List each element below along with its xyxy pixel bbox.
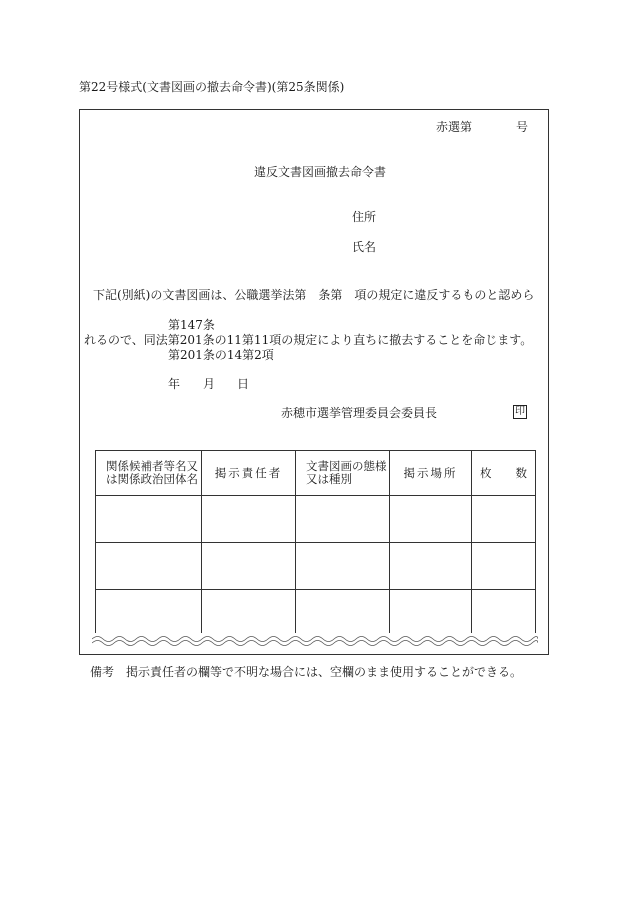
table-cell[interactable] bbox=[472, 590, 536, 637]
doc-number-prefix: 赤選第 bbox=[436, 120, 473, 134]
body-line-1: 下記(別紙)の文書図画は、公職選挙法第 条第 項の規定に違反するものと認めら bbox=[93, 288, 535, 302]
body-line-2: れるので、同法第201条の11第11項の規定により直ちに撤去することを命じます。 bbox=[84, 333, 533, 347]
table-cell[interactable] bbox=[390, 590, 472, 637]
remarks: 備考 掲示責任者の欄等で不明な場合には、空欄のまま使用することができる。 bbox=[90, 665, 523, 679]
doc-title: 違反文書図画撤去命令書 bbox=[254, 165, 387, 179]
table-cell[interactable] bbox=[472, 496, 536, 543]
table-cell[interactable] bbox=[202, 496, 296, 543]
table-cell[interactable] bbox=[296, 590, 390, 637]
alt-article-upper: 第147条 bbox=[168, 318, 215, 332]
table-cutoff-wave bbox=[92, 633, 538, 651]
issuer: 赤穂市選挙管理委員会委員長 bbox=[281, 406, 438, 420]
table-cell[interactable] bbox=[96, 543, 202, 590]
table-row bbox=[96, 590, 536, 637]
table-row bbox=[96, 496, 536, 543]
table-cell[interactable] bbox=[296, 543, 390, 590]
table-cell[interactable] bbox=[472, 543, 536, 590]
table-cell[interactable] bbox=[296, 496, 390, 543]
header-document-type: 文書図画の態様又は種別 bbox=[296, 451, 390, 496]
form-title: 第22号様式(文書図画の撤去命令書)(第25条関係) bbox=[79, 80, 345, 94]
date-day: 日 bbox=[237, 377, 250, 391]
table-cell[interactable] bbox=[202, 590, 296, 637]
address-label: 住所 bbox=[352, 210, 377, 224]
date-month: 月 bbox=[203, 377, 216, 391]
table-header-row bbox=[96, 451, 536, 496]
header-quantity: 枚数 bbox=[472, 451, 536, 496]
header-related-candidate: 関係候補者等名又は関係政治団体名 bbox=[96, 451, 202, 496]
document-table bbox=[95, 450, 536, 637]
table-cell[interactable] bbox=[390, 496, 472, 543]
doc-number-suffix: 号 bbox=[516, 120, 529, 134]
table-cell[interactable] bbox=[390, 543, 472, 590]
header-responsible-person: 掲示責任者 bbox=[202, 451, 296, 496]
name-label: 氏名 bbox=[352, 240, 377, 254]
table-cell[interactable] bbox=[96, 590, 202, 637]
seal-mark: 印 bbox=[515, 406, 525, 417]
table-cell[interactable] bbox=[96, 496, 202, 543]
table-cell[interactable] bbox=[202, 543, 296, 590]
alt-article-lower: 第201条の14第2項 bbox=[168, 348, 274, 362]
header-posting-location: 掲示場所 bbox=[390, 451, 472, 496]
table-row bbox=[96, 543, 536, 590]
date-year: 年 bbox=[168, 377, 181, 391]
